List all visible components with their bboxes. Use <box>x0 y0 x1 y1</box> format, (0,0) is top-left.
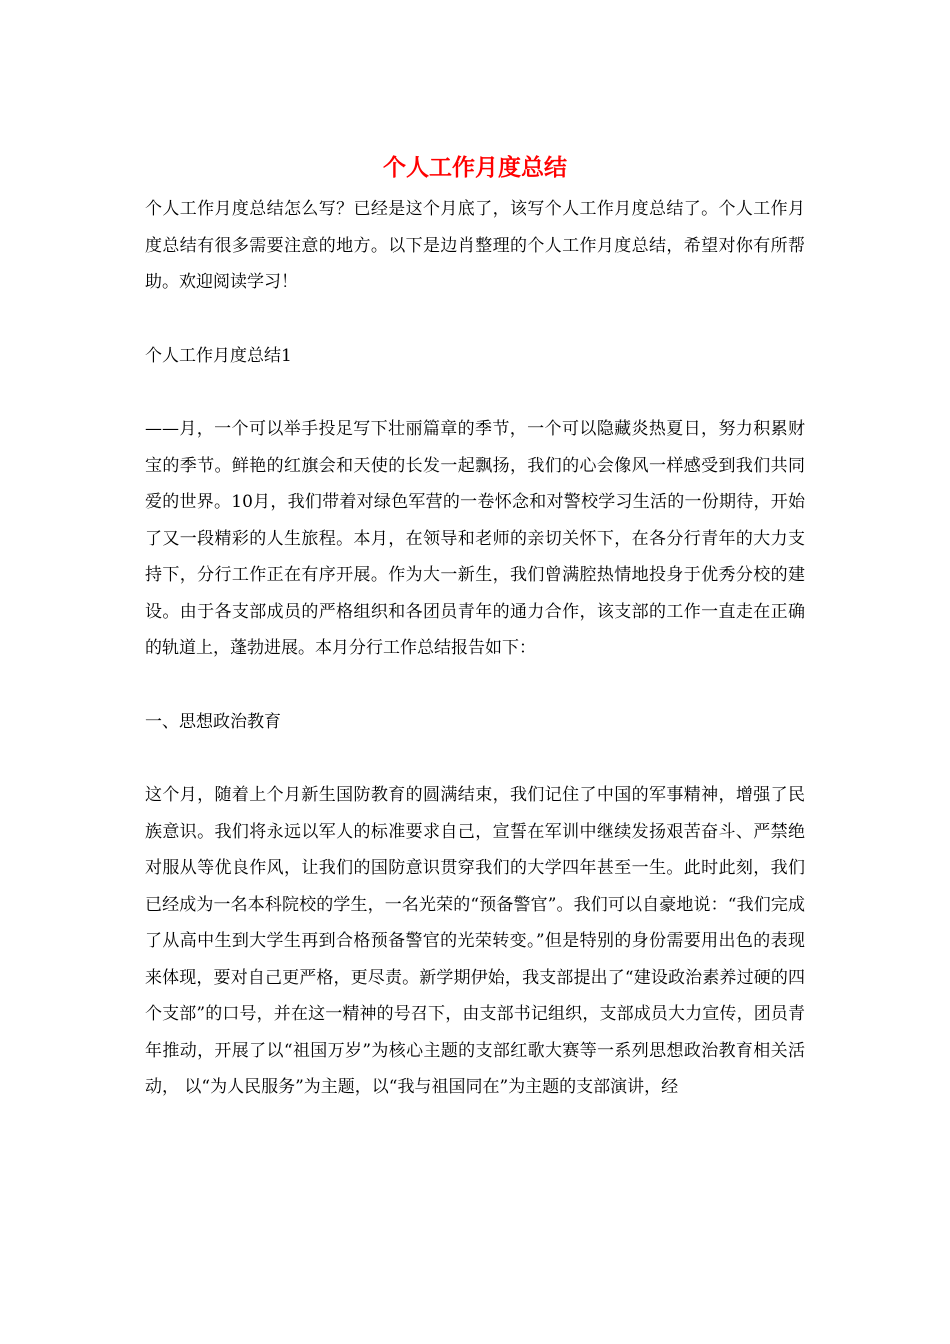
body-paragraph: 这个月，随着上个月新生国防教育的圆满结束，我们记住了中国的军事精神，增强了民族意识。我们将永远以军人的标准要求自己，宣誓在军训中继续发扬艰苦奋斗、严禁绝对服从等优良作风，让我们的国防意识贯穿我们的大学四年甚至一生。此时此刻，我们已经成为一名本科院校的学生，一名光荣的“预备警官”。我们可以自豪地说：“我们完成了从高中生到大学生再到合格预备警官的光荣转变。”但是特别的身份需要用出色的表现来体现，要对自己更严格，更尽责。新学期伊始，我支部提出了“建设政治素养过硬的四个支部”的口号，并在这一精神的号召下，由支部书记组织，支部成员大力宣传，团员青年推动，开展了以“祖国万岁”为核心主题的支部红歌大赛等一系列思想政治教育相关活动， 以“为人民服务”为主题，以“我与祖国同在”为主题的支部演讲，经 <box>145 785 805 1097</box>
paragraph-spacer <box>145 740 805 777</box>
section-heading: 个人工作月度总结1 <box>145 345 292 366</box>
paragraph-spacer <box>145 374 805 411</box>
paragraph-spacer <box>145 667 805 704</box>
body-paragraph: ——月，一个可以举手投足写下壮丽篇章的季节，一个可以隐藏炎热夏日，努力积累财宝的季节。鲜艳的红旗会和天使的长发一起飘扬，我们的心会像风一样感受到我们共同爱的世界。10月，我们带着对绿色军营的一卷怀念和对警校学习生活的一份期待，开始了又一段精彩的人生旅程。本月，在领导和老师的亲切关怀下，在各分行青年的大力支持下，分行工作正在有序开展。作为大一新生，我们曾满腔热情地投身于优秀分校的建设。由于各支部成员的严格组织和各团员青年的通力合作，该支部的工作一直走在正确的轨道上，蓬勃进展。本月分行工作总结报告如下： <box>145 419 805 658</box>
document-body <box>145 191 805 1106</box>
paragraph-spacer <box>145 301 805 338</box>
intro-paragraph: 个人工作月度总结怎么写？已经是这个月底了，该写个人工作月度总结了。个人工作月度总结有很多需要注意的地方。以下是边肖整理的个人工作月度总结，希望对你有所帮助。欢迎阅读学习！ <box>145 199 805 292</box>
section-heading: 一、思想政治教育 <box>145 711 281 732</box>
document-title: 个人工作月度总结 <box>383 154 567 181</box>
